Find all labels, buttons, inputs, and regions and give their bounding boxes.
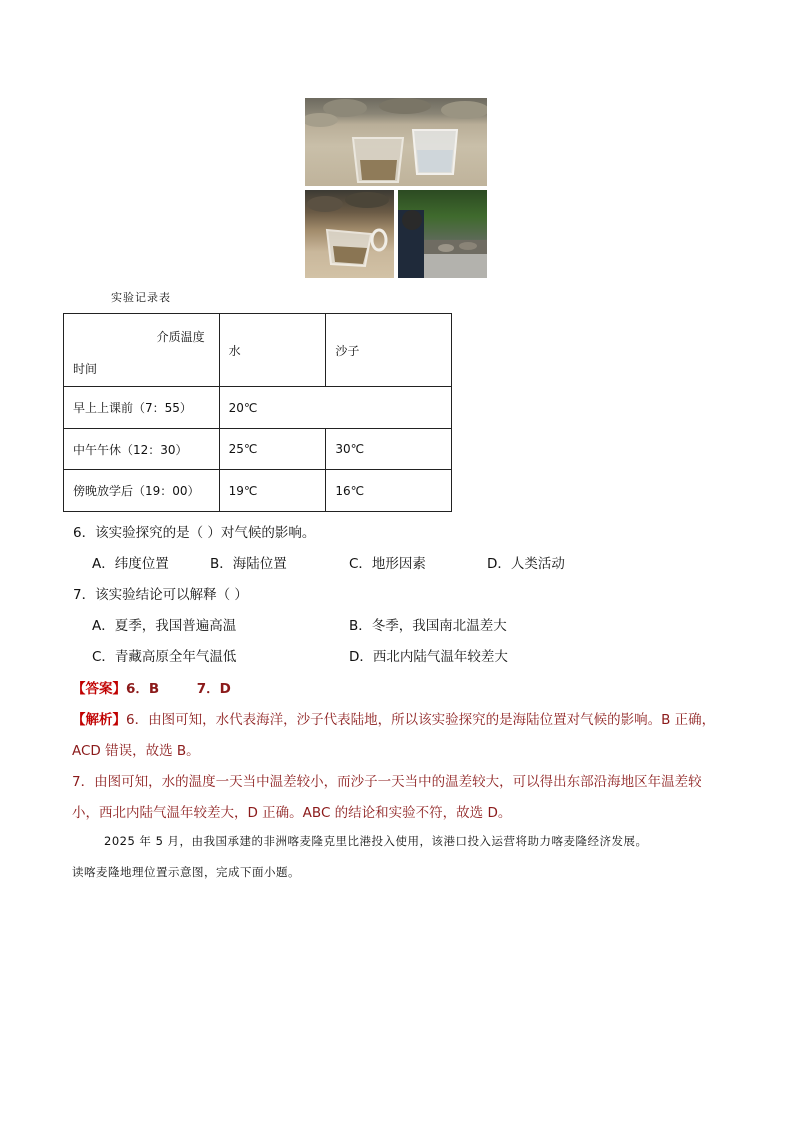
passage-line-1: 2025 年 5 月，由我国承建的非洲喀麦隆克里比港投入使用，该港口投入运营将助力喀麦隆经济发展。	[104, 834, 648, 848]
row-sand-temp: 16℃	[326, 470, 452, 512]
row-water-temp: 25℃	[219, 429, 326, 470]
header-water: 水	[219, 314, 326, 387]
row-water-temp: 19℃	[219, 470, 326, 512]
q7-option-d: D．西北内陆气温年较差大	[349, 649, 508, 665]
photo-student-measuring	[398, 190, 487, 278]
table-row	[64, 387, 452, 429]
experiment-record-table	[63, 313, 452, 512]
row-water-temp: 20℃	[219, 387, 451, 429]
table-caption: 实验记录表	[111, 291, 171, 304]
table-row	[64, 470, 452, 512]
analysis-line-4: 小，西北内陆气温年较差大，D 正确。ABC 的结论和实验不符，故选 D。	[72, 805, 512, 821]
question-6-stem: 6．该实验探究的是（ ）对气候的影响。	[73, 525, 316, 541]
row-sand-temp: 30℃	[326, 429, 452, 470]
diagonal-header-cell	[64, 314, 220, 387]
answer-line	[72, 677, 231, 697]
q7-option-a: A．夏季，我国普遍高温	[92, 618, 237, 634]
q7-option-b: B．冬季，我国南北温差大	[349, 618, 507, 634]
question-7-stem: 7．该实验结论可以解释（ ）	[73, 587, 248, 603]
q6-option-a: A．纬度位置	[92, 556, 169, 572]
q6-option-d: D．人类活动	[487, 556, 565, 572]
analysis-line-3: 7．由图可知，水的温度一天当中温差较小，而沙子一天当中的温差较大，可以得出东部沿海地区年温差较	[72, 774, 702, 790]
passage-line-2: 读喀麦隆地理位置示意图，完成下面小题。	[72, 865, 300, 879]
table-row	[64, 429, 452, 470]
header-time: 时间	[73, 362, 98, 376]
row-time: 傍晚放学后（19：00）	[64, 470, 220, 512]
header-medium-temperature: 介质温度	[156, 330, 205, 344]
analysis-line-1	[72, 708, 715, 728]
analysis-text-1: 6．由图可知，水代表海洋，沙子代表陆地，所以该实验探究的是海陆位置对气候的影响。B 正确，	[126, 712, 716, 728]
q7-option-c: C．青藏高原全年气温低	[92, 649, 237, 665]
photo-cups-on-ground	[305, 98, 487, 186]
row-time: 中午午休（12：30）	[64, 429, 220, 470]
experiment-photos	[305, 98, 487, 278]
q6-option-b: B．海陆位置	[210, 556, 287, 572]
table-header-row	[64, 314, 452, 387]
analysis-tag: 【解析】	[72, 712, 126, 728]
row-time: 早上上课前（7：55）	[64, 387, 220, 429]
photo-sand-cup	[305, 190, 394, 278]
answer-text: 6．B 7．D	[126, 681, 231, 697]
q6-option-c: C．地形因素	[349, 556, 426, 572]
answer-tag: 【答案】	[72, 681, 126, 697]
analysis-line-2: ACD 错误，故选 B。	[72, 743, 200, 759]
header-sand: 沙子	[326, 314, 452, 387]
